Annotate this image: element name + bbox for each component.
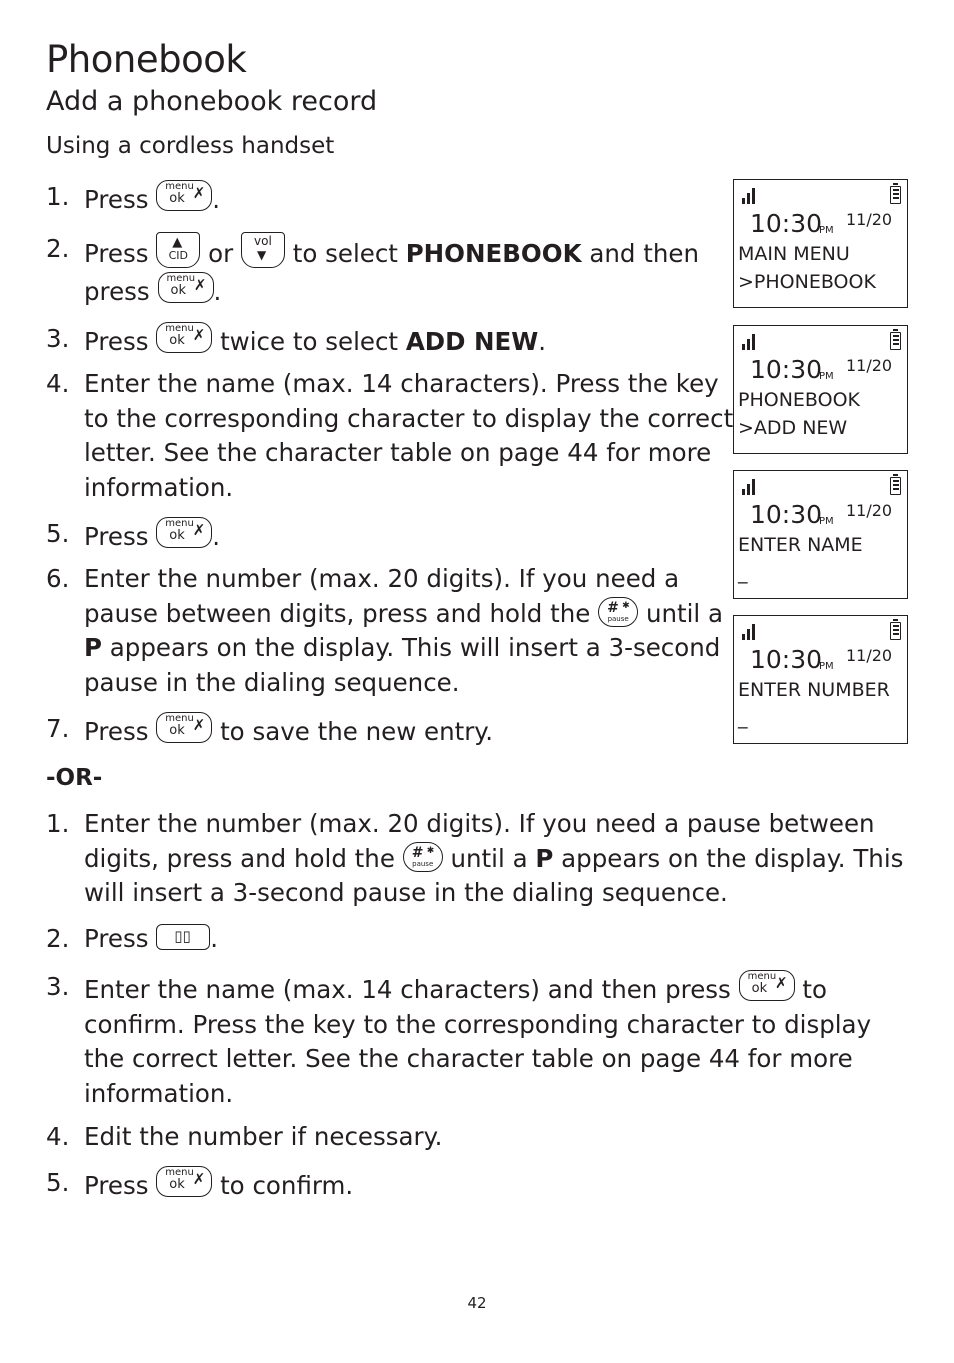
down-arrow-icon: ▼: [256, 248, 267, 262]
hash-icon: #: [607, 599, 619, 616]
step-number: 1.: [46, 809, 70, 838]
step-b3: [46, 970, 906, 1120]
handset-screen-enter-name: [733, 470, 908, 599]
step-a5: [46, 517, 736, 562]
screen-line-1: MAIN MENU: [738, 243, 850, 265]
step-number: 1.: [46, 182, 70, 211]
or-separator: -OR-: [46, 765, 103, 791]
pause-key: [403, 842, 443, 872]
battery-icon: [890, 332, 901, 350]
period: .: [212, 522, 221, 551]
period: .: [210, 924, 219, 953]
press-text: Press: [84, 327, 149, 356]
steps-dial-first: [46, 807, 906, 1204]
screen-line-2: >ADD NEW: [738, 417, 848, 439]
screen-time: 10:30: [750, 355, 823, 384]
mute-icon: ✗: [192, 184, 206, 202]
phonebook-key: [156, 924, 210, 950]
hash-icon: #: [411, 844, 424, 861]
step-text: until a: [645, 598, 724, 628]
menu-ok-key: [156, 322, 212, 353]
period: .: [538, 327, 547, 356]
section-title: Add a phonebook record: [46, 86, 378, 117]
mute-icon: ✗: [192, 1170, 206, 1188]
screen-time: 10:30: [750, 500, 823, 529]
screen-line-2: >PHONEBOOK: [738, 271, 876, 293]
key-label-ok: ok: [169, 191, 185, 206]
screen-date: 11/20: [846, 501, 893, 520]
screen-ampm: PM: [819, 371, 834, 382]
signal-icon: [742, 624, 758, 640]
key-label-menu: menu: [165, 1167, 194, 1178]
step-number: 5.: [46, 519, 70, 548]
step-text: Edit the number if necessary.: [84, 1122, 443, 1151]
step-text: and then: [589, 239, 699, 268]
press-text: Press: [84, 717, 149, 746]
screen-date: 11/20: [846, 646, 893, 665]
step-bold: P: [535, 843, 554, 873]
press-text: press: [84, 276, 150, 306]
menu-ok-key: [156, 1166, 212, 1197]
period: .: [212, 185, 221, 214]
battery-icon: [890, 622, 901, 640]
signal-icon: [742, 334, 758, 350]
key-label-pause: pause: [412, 859, 434, 868]
key-label-ok: ok: [170, 282, 186, 298]
step-text: to save the new entry.: [220, 717, 494, 746]
step-bold: ADD NEW: [405, 327, 539, 356]
key-label-menu: menu: [165, 323, 194, 334]
screen-date: 11/20: [846, 356, 893, 375]
step-text: appears on the display. This will insert a 3-second pause in the dialing sequence.: [84, 633, 721, 697]
handset-screen-phonebook: [733, 325, 908, 454]
step-number: 3.: [46, 324, 70, 353]
key-label-menu: menu: [165, 713, 194, 724]
step-number: 6.: [46, 564, 70, 593]
key-label-ok: ok: [169, 528, 185, 543]
step-number: 4.: [46, 1122, 70, 1151]
step-number: 2.: [46, 234, 70, 263]
press-text: Press: [84, 1171, 149, 1200]
key-label-cid: CID: [168, 249, 188, 262]
phonebook-icon: ▯▯: [174, 927, 191, 945]
step-a6: [46, 562, 736, 712]
mute-icon: ✗: [192, 326, 206, 344]
step-number: 4.: [46, 369, 70, 398]
step-text: to confirm.: [220, 1171, 354, 1200]
step-text: Enter the number (max. 20 digits). If you need a pause between digits, press and hold the: [84, 809, 875, 873]
key-label-ok: ok: [169, 723, 185, 738]
step-text: until a: [450, 843, 528, 873]
key-label-menu: menu: [165, 518, 194, 529]
battery-icon: [890, 477, 901, 495]
screen-ampm: PM: [819, 516, 834, 527]
press-text: Press: [84, 522, 149, 551]
key-label-vol: vol: [254, 234, 272, 248]
handset-screen-enter-number: [733, 615, 908, 744]
key-label-ok: ok: [751, 981, 768, 996]
key-label-menu: menu: [166, 272, 196, 284]
key-label-menu: menu: [165, 181, 194, 192]
page-title: Phonebook: [46, 38, 247, 81]
step-text: twice to select: [220, 327, 399, 356]
step-text: appears on the display. This will insert a 3-second pause in the dialing sequence.: [84, 843, 904, 907]
battery-icon: [890, 186, 901, 204]
press-text: Press: [84, 924, 149, 953]
step-bold: P: [84, 633, 102, 662]
screen-line-1: ENTER NUMBER: [738, 679, 890, 701]
pause-key: [598, 597, 638, 627]
step-text: to select: [292, 239, 398, 268]
mute-icon: ✗: [192, 716, 206, 734]
screen-ampm: PM: [819, 661, 834, 672]
step-number: 3.: [46, 972, 70, 1001]
menu-ok-key: [739, 970, 795, 1001]
screen-line-1: ENTER NAME: [738, 534, 863, 556]
menu-ok-key: [156, 517, 212, 548]
key-label-ok: ok: [169, 333, 185, 348]
period: .: [213, 276, 222, 306]
mute-icon: ✗: [775, 974, 788, 992]
screen-time: 10:30: [750, 645, 823, 674]
step-b4: [46, 1120, 906, 1166]
signal-icon: [742, 479, 758, 495]
step-b5: [46, 1166, 906, 1204]
step-number: 5.: [46, 1168, 70, 1197]
press-text: Press: [84, 239, 149, 268]
star-icon: ✱: [622, 600, 630, 611]
sub-title: Using a cordless handset: [46, 133, 335, 159]
step-b2: [46, 922, 906, 970]
step-a3: [46, 322, 736, 367]
press-text: Press: [84, 185, 149, 214]
vol-key: [241, 232, 285, 268]
star-icon: ✱: [426, 845, 435, 856]
key-label-pause: pause: [607, 614, 629, 623]
step-text: to confirm. Press the key to the corresponding character to display the correct letter. See the character table on page 44 for more information.: [84, 975, 872, 1108]
mute-icon: ✗: [192, 521, 206, 539]
page-number: 42: [467, 1294, 487, 1312]
step-number: 7.: [46, 714, 70, 743]
step-number: 2.: [46, 924, 70, 953]
screen-time: 10:30: [750, 209, 823, 238]
menu-ok-key: [156, 180, 212, 211]
step-bold: PHONEBOOK: [405, 239, 582, 268]
or-text: or: [208, 239, 234, 268]
cid-key: [156, 232, 200, 268]
step-a2: [46, 232, 736, 322]
screen-ampm: PM: [819, 225, 834, 236]
step-b1: [46, 807, 906, 922]
step-a1: [46, 180, 736, 232]
step-text: Enter the name (max. 14 characters) and then press: [84, 975, 731, 1004]
up-arrow-icon: ▲: [172, 235, 183, 250]
screen-line-2: _: [738, 707, 748, 729]
key-label-menu: menu: [747, 971, 777, 982]
menu-ok-key: [156, 712, 212, 743]
step-a7: [46, 712, 736, 750]
step-text: Enter the number (max. 20 digits). If you need a pause between digits, press and hold the: [84, 564, 680, 628]
signal-icon: [742, 188, 758, 204]
screen-date: 11/20: [846, 210, 893, 229]
screen-line-1: PHONEBOOK: [738, 389, 860, 411]
steps-handset: [46, 180, 736, 750]
menu-ok-key: [158, 272, 214, 303]
mute-icon: ✗: [193, 275, 207, 294]
step-text: Enter the name (max. 14 characters). Press the key to the corresponding character to display the correct letter. See the character table on page 44 for more information.: [84, 369, 734, 502]
handset-screen-main-menu: [733, 179, 908, 308]
key-label-ok: ok: [169, 1177, 185, 1192]
step-a4: [46, 367, 736, 517]
screen-line-2: _: [738, 562, 748, 584]
